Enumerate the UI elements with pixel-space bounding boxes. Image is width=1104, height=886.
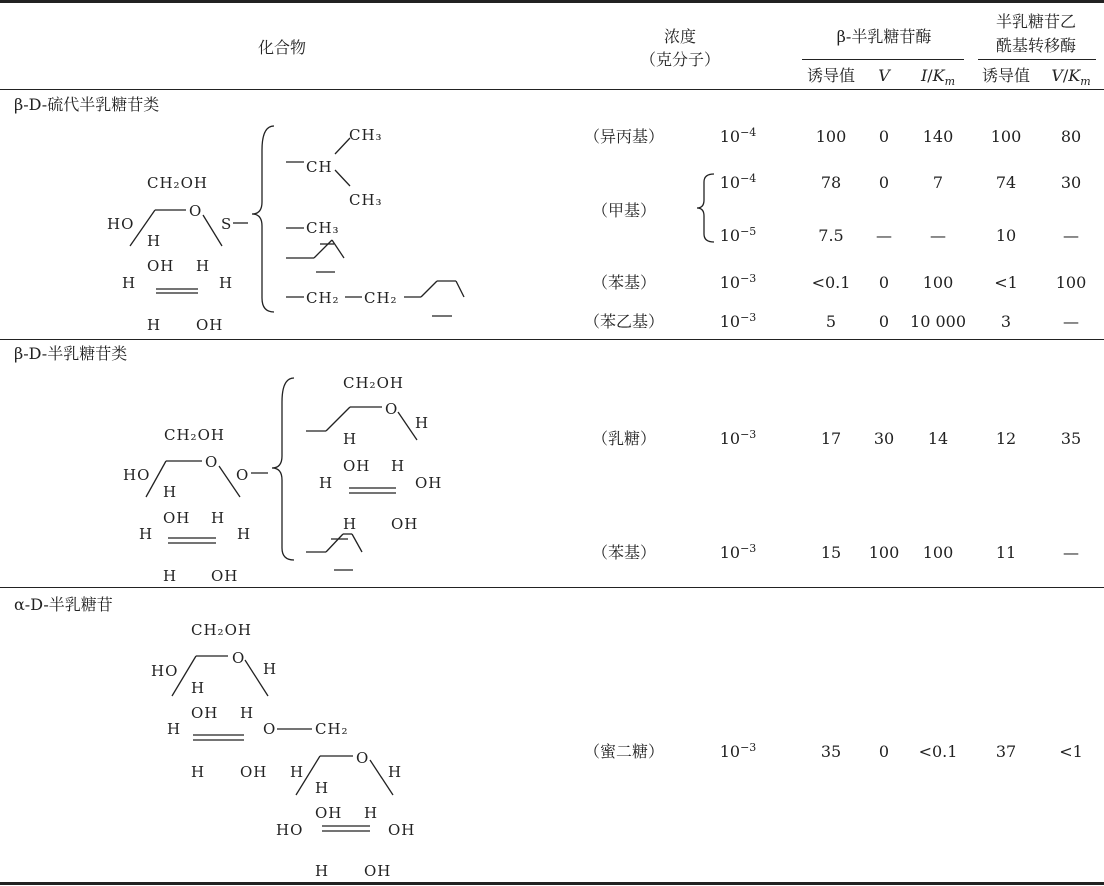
chem-label: H [139, 525, 154, 543]
row-ikm: 14 [927, 429, 949, 448]
row-induction: 35 [820, 742, 842, 761]
chem-label: HO [151, 662, 179, 680]
chem-label: H [415, 414, 430, 432]
row-ikm: 140 [922, 127, 954, 146]
chem-label: H [196, 257, 211, 275]
row-group: （苯乙基） [583, 312, 665, 331]
row-v: 0 [878, 312, 890, 331]
section-title-galactosides: β-D-半乳糖苷类 [14, 344, 128, 363]
row-induction2: 37 [995, 742, 1017, 761]
row-vkm: — [1063, 312, 1079, 331]
row-ikm: 7 [932, 173, 944, 192]
chem-label: O [236, 466, 250, 484]
header-enzyme2-line1: 半乳糖苷乙 [995, 12, 1077, 31]
row-vkm: 100 [1055, 273, 1087, 292]
row-group: （乳糖） [591, 429, 657, 448]
chem-label: H [147, 316, 162, 334]
chem-label: HO [123, 466, 151, 484]
header-enzyme1: β-半乳糖苷酶 [836, 27, 932, 46]
header-induction: 诱导值 [806, 66, 856, 85]
chem-label: H [315, 779, 330, 797]
row-v: 0 [878, 127, 890, 146]
row-induction2: 12 [995, 429, 1017, 448]
chem-label: CH₃ [306, 219, 340, 237]
chem-label: CH₂ [306, 289, 340, 307]
row-induction: 7.5 [818, 226, 844, 245]
row-ikm: — [930, 226, 946, 245]
row-group: （蜜二糖） [583, 742, 665, 761]
chem-label: H [263, 660, 278, 678]
chem-label: CH₂OH [343, 374, 404, 392]
chem-label: H [343, 430, 358, 448]
chem-label: H [237, 525, 252, 543]
chem-label: OH [343, 457, 371, 475]
chem-label: S [221, 215, 233, 233]
row-induction2: 11 [995, 543, 1017, 562]
row-vkm: <1 [1059, 742, 1083, 761]
chem-label: CH₂OH [191, 621, 252, 639]
header-concentration: 浓度 [663, 27, 697, 46]
row-concentration: $10^{-4}$ [719, 172, 757, 192]
header-v: V [878, 66, 890, 85]
chem-label: OH [415, 474, 443, 492]
header-vkm: $V/K_m$ [1051, 66, 1091, 89]
row-ikm: <0.1 [918, 742, 958, 761]
row-concentration: $10^{-3}$ [719, 272, 757, 292]
chem-label: O [356, 749, 370, 767]
chem-label: H [219, 274, 234, 292]
chem-label: CH [306, 158, 333, 176]
row-ikm: 100 [922, 273, 954, 292]
chem-label: H [388, 763, 403, 781]
chem-label: H [319, 474, 334, 492]
chem-label: OH [240, 763, 268, 781]
row-concentration: $10^{-3}$ [719, 428, 757, 448]
row-induction2: <1 [994, 273, 1018, 292]
row-vkm: 80 [1060, 127, 1082, 146]
row-vkm: 35 [1060, 429, 1082, 448]
header-compound: 化合物 [257, 38, 307, 57]
row-concentration: $10^{-5}$ [719, 225, 757, 245]
chem-label: H [240, 704, 255, 722]
chem-label: H [315, 862, 330, 880]
chem-label: CH₂OH [147, 174, 208, 192]
row-v: 0 [878, 742, 890, 761]
chem-label: H [191, 763, 206, 781]
chem-label: H [364, 804, 379, 822]
chem-label: CH₂ [364, 289, 398, 307]
row-induction: 15 [820, 543, 842, 562]
row-v: 0 [878, 173, 890, 192]
row-v: — [876, 226, 892, 245]
row-ikm: 100 [922, 543, 954, 562]
chem-label: OH [196, 316, 224, 334]
row-vkm: — [1063, 543, 1079, 562]
row-induction2: 74 [995, 173, 1017, 192]
row-group: （异丙基） [583, 127, 665, 146]
header-ikm: $I/K_m$ [920, 66, 956, 89]
row-v: 100 [868, 543, 900, 562]
chem-label: OH [388, 821, 416, 839]
chem-label: H [191, 679, 206, 697]
row-ikm: 10 000 [910, 312, 966, 331]
chem-label: OH [391, 515, 419, 533]
row-induction: 5 [825, 312, 837, 331]
chem-label: CH₂ [315, 720, 349, 738]
row-vkm: — [1063, 226, 1079, 245]
header-enzyme2-line2: 酰基转移酶 [995, 36, 1077, 55]
section-title-alpha-galactoside: α-D-半乳糖苷 [14, 595, 113, 614]
chem-label: H [163, 567, 178, 585]
chem-label: O [189, 202, 203, 220]
chem-label: O [263, 720, 277, 738]
row-v: 0 [878, 273, 890, 292]
chem-label: CH₂OH [164, 426, 225, 444]
row-induction: 100 [815, 127, 847, 146]
row-induction2: 10 [995, 226, 1017, 245]
chem-label: H [290, 763, 305, 781]
row-concentration: $10^{-4}$ [719, 126, 757, 146]
chem-label: OH [364, 862, 392, 880]
row-induction2: 100 [990, 127, 1022, 146]
chem-label: CH₃ [349, 126, 383, 144]
row-group: （苯基） [591, 543, 657, 562]
chem-label: H [122, 274, 137, 292]
row-group: （甲基） [591, 201, 657, 220]
row-induction: <0.1 [811, 273, 851, 292]
chem-label: HO [276, 821, 304, 839]
row-concentration: $10^{-3}$ [719, 542, 757, 562]
chem-label: OH [315, 804, 343, 822]
row-concentration: $10^{-3}$ [719, 311, 757, 331]
chem-label: O [205, 453, 219, 471]
chem-label: OH [211, 567, 239, 585]
header-induction2: 诱导值 [981, 66, 1031, 85]
chem-label: O [232, 649, 246, 667]
row-group: （苯基） [591, 273, 657, 292]
chem-label: H [391, 457, 406, 475]
chem-label: O [385, 400, 399, 418]
row-induction: 78 [820, 173, 842, 192]
chem-label: H [211, 509, 226, 527]
row-vkm: 30 [1060, 173, 1082, 192]
row-v: 30 [873, 429, 895, 448]
chem-label: H [147, 232, 162, 250]
chem-label: H [343, 515, 358, 533]
chem-label: CH₃ [349, 191, 383, 209]
chem-label: OH [163, 509, 191, 527]
row-induction: 17 [820, 429, 842, 448]
chem-label: OH [147, 257, 175, 275]
chem-label: H [163, 483, 178, 501]
section-title-thiogalactosides: β-D-硫代半乳糖苷类 [14, 95, 160, 114]
chem-label: HO [107, 215, 135, 233]
header-concentration-unit: （克分子） [639, 50, 721, 69]
row-induction2: 3 [1000, 312, 1012, 331]
chem-label: OH [191, 704, 219, 722]
row-concentration: $10^{-3}$ [719, 741, 757, 761]
chem-label: H [167, 720, 182, 738]
